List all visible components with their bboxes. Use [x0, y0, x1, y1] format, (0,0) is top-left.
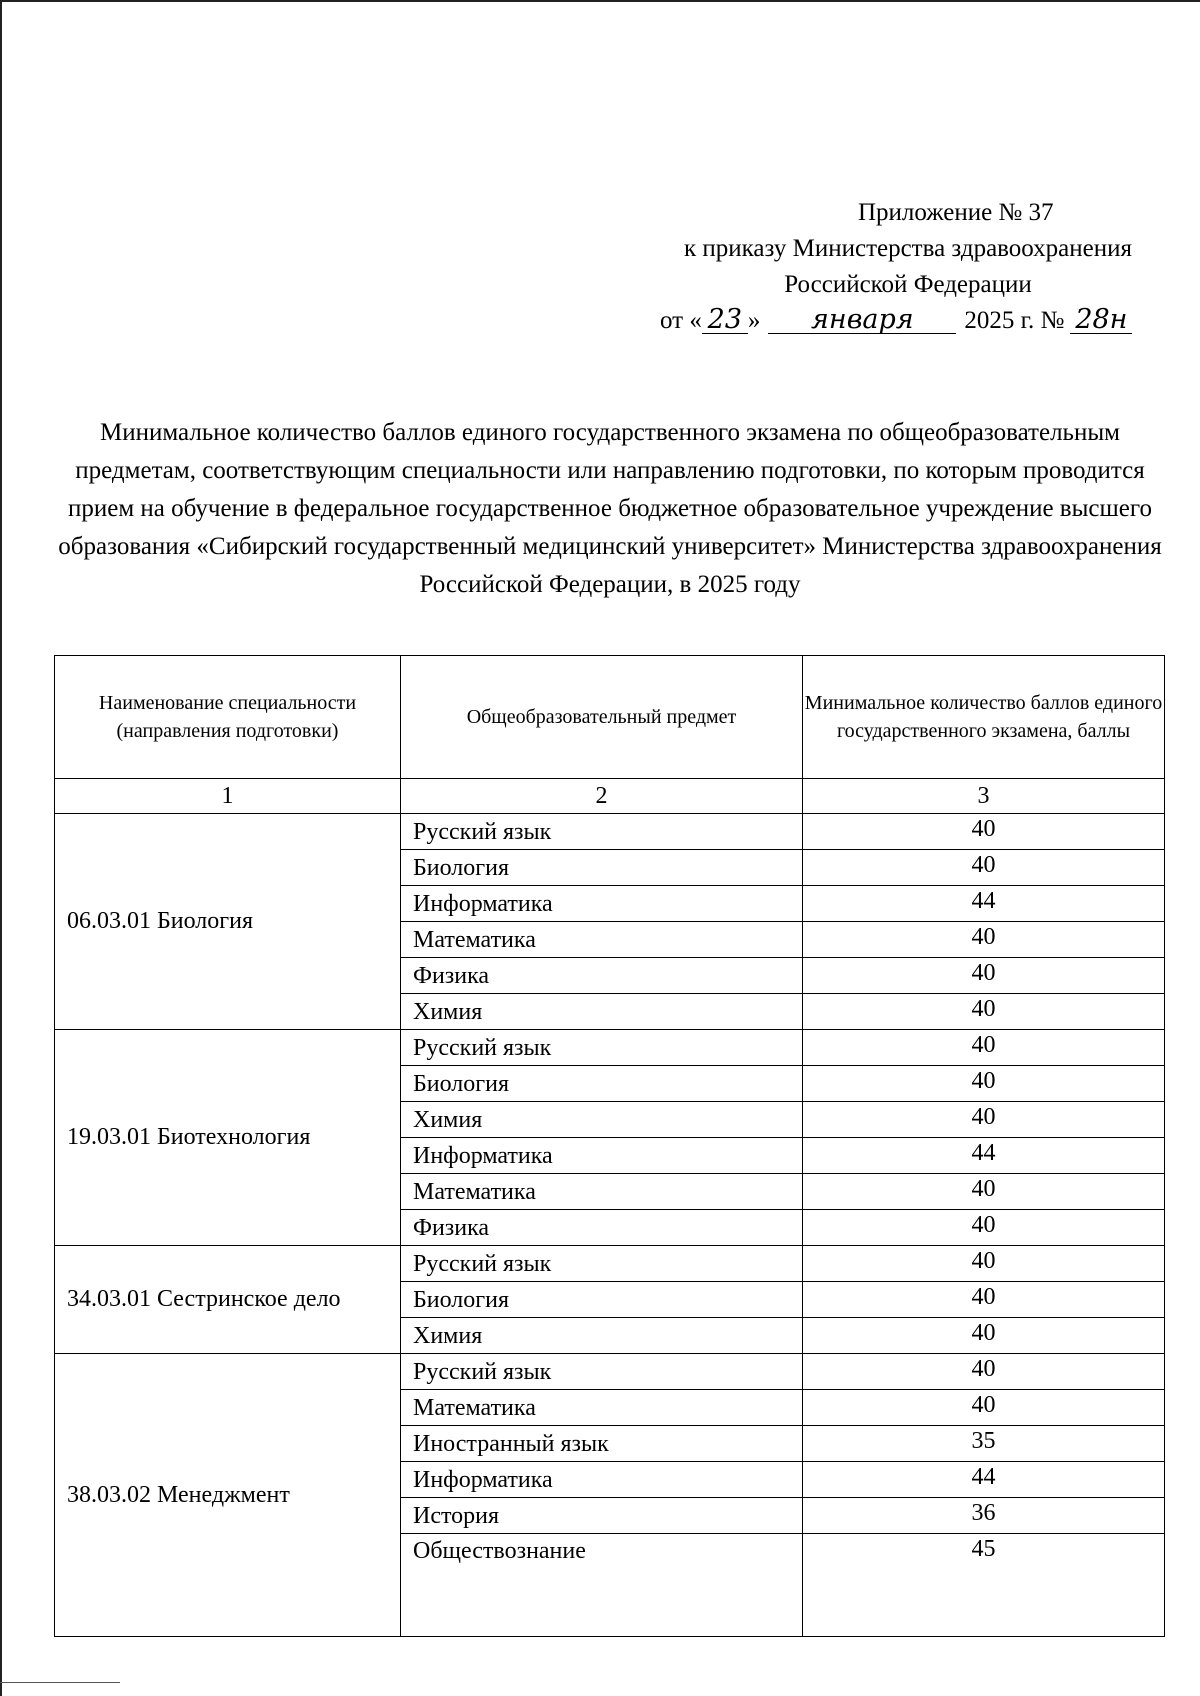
table-row — [55, 1246, 1165, 1282]
date-quote-close: » — [747, 307, 761, 334]
footer-rule — [0, 1682, 120, 1683]
score-cell: 40 — [803, 1210, 1165, 1246]
subject-cell: Математика — [401, 922, 803, 958]
score-cell: 40 — [803, 1246, 1165, 1282]
column-number: 2 — [401, 779, 803, 814]
specialty-cell: 34.03.01 Сестринское дело — [55, 1246, 401, 1354]
scores-table — [54, 655, 1165, 1637]
subject-cell: Математика — [401, 1174, 803, 1210]
score-cell: 45 — [803, 1534, 1165, 1637]
table-row — [55, 814, 1165, 850]
annex-header — [598, 195, 1200, 339]
subject-cell: Иностранный язык — [401, 1426, 803, 1462]
subject-cell: История — [401, 1498, 803, 1534]
score-cell: 35 — [803, 1426, 1165, 1462]
table-row — [55, 1030, 1165, 1066]
score-cell: 40 — [803, 850, 1165, 886]
subject-cell: Русский язык — [401, 1030, 803, 1066]
subject-cell: Информатика — [401, 886, 803, 922]
annex-number: Приложение № 37 — [858, 199, 1054, 226]
header-specialty: Наименование специальности (направления подготовки) — [55, 656, 401, 779]
score-cell: 44 — [803, 1138, 1165, 1174]
handwritten-day: 23 — [702, 307, 748, 334]
date-prefix: от « — [660, 307, 702, 334]
subject-cell: Физика — [401, 1210, 803, 1246]
score-cell: 44 — [803, 1462, 1165, 1498]
score-cell: 40 — [803, 922, 1165, 958]
handwritten-order-number: 28н — [1070, 307, 1132, 334]
specialty-cell: 19.03.01 Биотехнология — [55, 1030, 401, 1246]
column-number-row — [55, 779, 1165, 814]
score-cell: 40 — [803, 994, 1165, 1030]
subject-cell: Физика — [401, 958, 803, 994]
score-cell: 40 — [803, 1318, 1165, 1354]
table-row — [55, 1354, 1165, 1390]
score-cell: 40 — [803, 1066, 1165, 1102]
score-cell: 40 — [803, 1282, 1165, 1318]
subject-cell: Русский язык — [401, 1246, 803, 1282]
score-cell: 40 — [803, 1390, 1165, 1426]
subject-cell: Информатика — [401, 1462, 803, 1498]
handwritten-month: января — [768, 307, 956, 334]
header-subject: Общеобразовательный предмет — [401, 656, 803, 779]
score-cell: 44 — [803, 886, 1165, 922]
score-cell: 36 — [803, 1498, 1165, 1534]
annex-ministry: Российской Федерации — [784, 271, 1032, 298]
subject-cell: Химия — [401, 994, 803, 1030]
subject-cell: Химия — [401, 1102, 803, 1138]
score-cell: 40 — [803, 1354, 1165, 1390]
subject-cell: Русский язык — [401, 1354, 803, 1390]
column-number: 1 — [55, 779, 401, 814]
table-header-row — [55, 656, 1165, 779]
specialty-cell: 38.03.02 Менеджмент — [55, 1354, 401, 1637]
table-body — [55, 814, 1165, 1637]
score-cell: 40 — [803, 1174, 1165, 1210]
column-number: 3 — [803, 779, 1165, 814]
score-cell: 40 — [803, 1030, 1165, 1066]
subject-cell: Математика — [401, 1390, 803, 1426]
date-year: 2025 г. № — [964, 307, 1065, 334]
annex-date-line — [598, 303, 1200, 339]
score-cell: 40 — [803, 958, 1165, 994]
subject-cell: Биология — [401, 1282, 803, 1318]
score-cell: 40 — [803, 1102, 1165, 1138]
score-cell: 40 — [803, 814, 1165, 850]
annex-order-ref: к приказу Министерства здравоохранения — [683, 235, 1133, 262]
specialty-cell: 06.03.01 Биология — [55, 814, 401, 1030]
subject-cell: Химия — [401, 1318, 803, 1354]
subject-cell: Биология — [401, 850, 803, 886]
subject-cell: Биология — [401, 1066, 803, 1102]
document-title: Минимальное количество баллов единого государственного экзамена по общеобразовательным предметам, соответствующим специальности или направлению подготовки, по которым проводится прием на обучение в федеральное государственное бюджетное образовательное учреждение высшего образования «Сибирский государственный медицинский университет» Министерства здравоохранения Российской Федерации, в 2025 году — [58, 419, 1162, 598]
header-min-score: Минимальное количество баллов единого государственного экзамена, баллы — [803, 656, 1165, 779]
subject-cell: Русский язык — [401, 814, 803, 850]
subject-cell: Обществознание — [401, 1534, 803, 1637]
subject-cell: Информатика — [401, 1138, 803, 1174]
